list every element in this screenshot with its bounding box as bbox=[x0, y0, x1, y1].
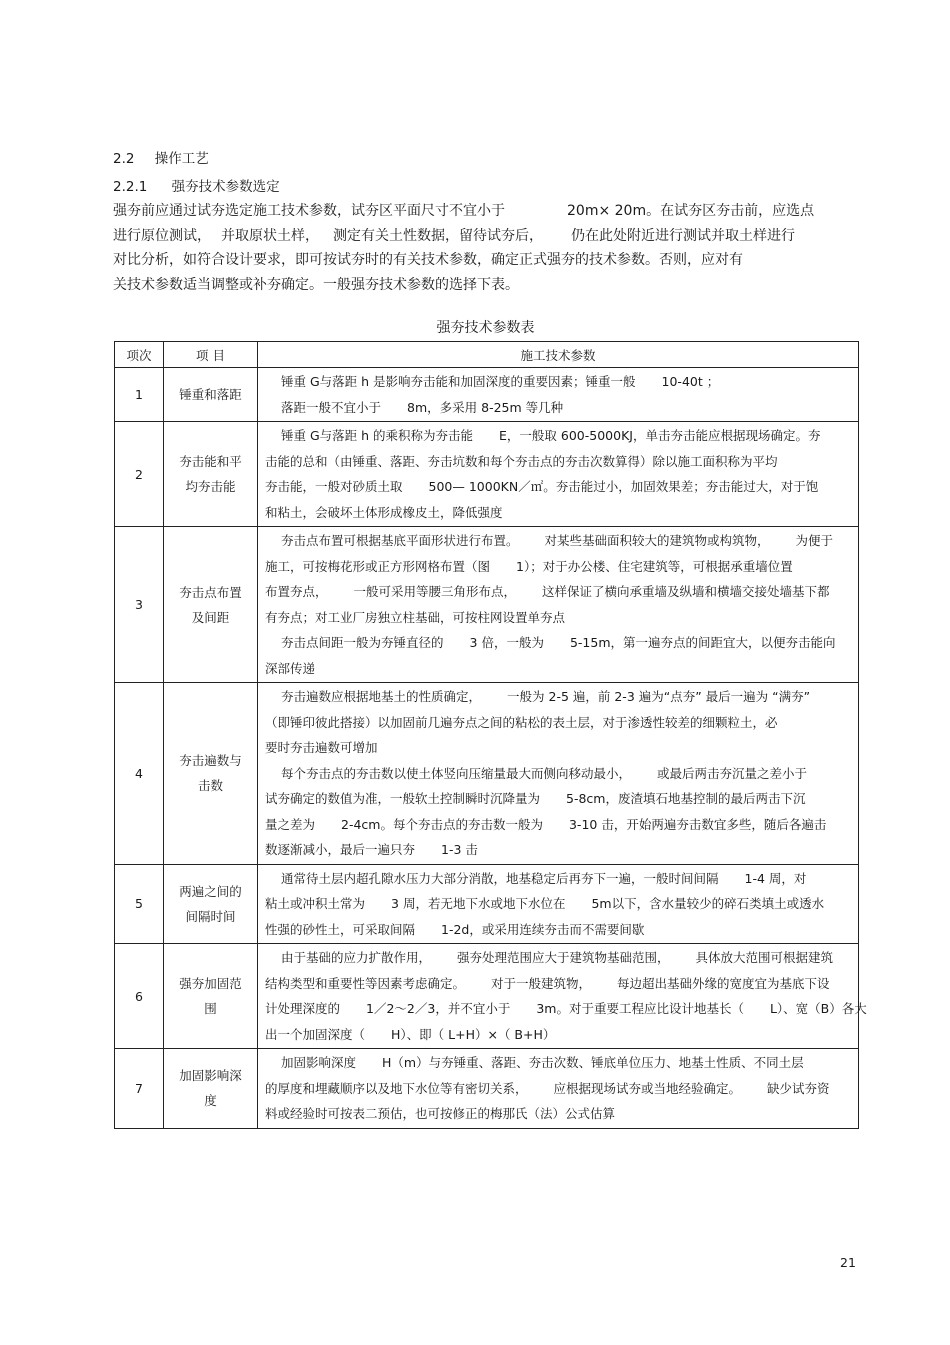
description-line bbox=[265, 1101, 852, 1127]
intro-line: 进行原位测试， 并取原状土样， 测定有关土性数据，留待试夯后， 仍在此处附近进行测试并取土样进行 bbox=[113, 227, 795, 244]
subsection-title: 强夯技术参数选定 bbox=[171, 179, 280, 195]
row-item-line: 夯击点布置 bbox=[179, 584, 242, 600]
row-index: 5 bbox=[115, 864, 164, 944]
parameter-table bbox=[114, 341, 867, 1129]
description-fragment: 3m。对于重要工程应比设计地基长（ bbox=[536, 1001, 744, 1016]
description-fragment: 落距一般不宜小于 bbox=[281, 399, 382, 415]
description-fragment: （即锤印彼此搭接）以加固前几遍夯点之间的粘松的表土层，对于渗透性较差的细颗粒土，必 bbox=[265, 714, 778, 730]
description-fragment: 结构类型和重要性等因素考虑确定。 bbox=[265, 975, 466, 991]
description-fragment: 具体放大范围可根据建筑 bbox=[695, 950, 834, 965]
row-index: 7 bbox=[115, 1049, 164, 1129]
row-item-line: 击数 bbox=[197, 778, 223, 794]
description-line bbox=[265, 812, 852, 838]
row-item bbox=[164, 422, 258, 527]
row-item-line: 两遍之间的 bbox=[179, 883, 242, 899]
row-item-line: 间隔时间 bbox=[185, 908, 236, 924]
description-fragment: 1-4 周，对 bbox=[744, 870, 807, 886]
description-fragment: 夯击点间距一般为夯锤直径的 bbox=[281, 635, 444, 650]
row-item-line: 围 bbox=[204, 1001, 217, 1016]
description-line bbox=[265, 554, 852, 580]
row-item-line: 夯击能和平 bbox=[179, 454, 242, 469]
description-line bbox=[265, 761, 852, 787]
description-line bbox=[265, 449, 852, 475]
description-fragment: 1-3 击 bbox=[441, 842, 478, 857]
table-caption: 强夯技术参数表 bbox=[436, 320, 535, 336]
description-fragment: 500— 1000KN／㎡。夯击能过小，加固效果差；夯击能过大，对于饱 bbox=[428, 479, 819, 494]
intro-paragraph bbox=[113, 199, 843, 297]
row-description bbox=[258, 864, 859, 944]
description-fragment: 布置夯点， bbox=[265, 584, 328, 599]
description-line bbox=[265, 1050, 852, 1076]
description-fragment: 料或经验时可按表二预估，也可按修正的梅那氏（法）公式估算 bbox=[265, 1106, 616, 1121]
row-description bbox=[258, 1049, 859, 1129]
table-row bbox=[115, 368, 859, 422]
table-row bbox=[115, 683, 859, 865]
description-fragment: 5-8cm，废渣填石地基控制的最后两击下沉 bbox=[566, 791, 806, 806]
row-description bbox=[258, 683, 859, 865]
description-fragment: 2-4cm。每个夯击点的夯击数一般为 bbox=[341, 816, 543, 832]
page-number: 21 bbox=[840, 1255, 856, 1270]
intro-line: 强夯前应通过试夯选定施工技术参数，试夯区平面尺寸不宜小于 20m× 20m。在试夯区夯击前，应选点 bbox=[113, 203, 815, 219]
description-fragment: 数逐渐减小，最后一遍只夯 bbox=[265, 842, 416, 857]
intro-line: 关技术参数适当调整或补夯确定。一般强夯技术参数的选择下表。 bbox=[113, 276, 519, 293]
table-header-row bbox=[115, 342, 859, 368]
description-fragment: 由于基础的应力扩散作用， bbox=[281, 950, 432, 965]
description-fragment: 出一个加固深度（ bbox=[265, 1026, 366, 1042]
row-item-line: 锤重和落距 bbox=[179, 387, 242, 402]
description-fragment: 1／2～2／3，并不宜小于 bbox=[366, 1001, 511, 1016]
table-row bbox=[115, 1049, 859, 1129]
description-fragment: 和粘土，会破坏土体形成橡皮土，降低强度 bbox=[265, 504, 503, 520]
description-fragment: 的厚度和埋藏顺序以及地下水位等有密切关系， bbox=[265, 1080, 528, 1096]
description-line bbox=[265, 656, 852, 682]
row-description bbox=[258, 368, 859, 422]
description-fragment: H）、即（ L+H）×（ B+H） bbox=[391, 1026, 556, 1042]
section-title: 操作工艺 bbox=[154, 151, 209, 167]
description-fragment: 或最后两击夯沉量之差小于 bbox=[657, 765, 808, 781]
header-parameters: 施工技术参数 bbox=[258, 342, 859, 368]
description-fragment: 对于一般建筑物， bbox=[491, 975, 592, 991]
description-fragment: 有夯点；对工业厂房独立柱基础，可按柱网设置单夯点 bbox=[265, 609, 566, 625]
row-description bbox=[258, 527, 859, 683]
description-fragment: 通常待土层内超孔隙水压力大部分消散，地基稳定后再夯下一遍，一般时间间隔 bbox=[281, 870, 719, 886]
description-fragment: H（m）与夯锤重、落距、夯击次数、锤底单位压力、地基土性质、不同土层 bbox=[382, 1055, 804, 1070]
description-fragment: 加固影响深度 bbox=[281, 1055, 357, 1070]
description-fragment: 一般可采用等腰三角形布点， bbox=[353, 584, 517, 599]
description-fragment: 3 周，若无地下水或地下水位在 bbox=[391, 896, 566, 911]
description-line bbox=[265, 369, 852, 395]
description-line bbox=[265, 474, 852, 500]
description-line bbox=[265, 891, 852, 917]
description-fragment: 强夯处理范围应大于建筑物基础范围， bbox=[457, 950, 670, 965]
row-description bbox=[258, 422, 859, 527]
description-line bbox=[265, 735, 852, 761]
description-fragment: 8m，多采用 8-25m 等几种 bbox=[407, 399, 564, 415]
description-line bbox=[265, 945, 852, 971]
description-fragment: 试夯确定的数值为准，一般软土控制瞬时沉降量为 bbox=[265, 791, 541, 806]
description-fragment: 1-2d，或采用连续夯击而不需要间歇 bbox=[441, 921, 645, 937]
section-heading bbox=[113, 147, 209, 167]
description-fragment: 应根据现场试夯或当地经验确定。 bbox=[553, 1080, 742, 1096]
description-line bbox=[265, 710, 852, 736]
description-fragment: 这样保证了横向承重墙及纵墙和横墙交接处墙基下都 bbox=[542, 584, 830, 599]
row-index: 2 bbox=[115, 422, 164, 527]
row-item bbox=[164, 944, 258, 1049]
description-fragment: 一般为 2-5 遍，前 2-3 遍为“点夯” 最后一遍为 “满夯” bbox=[507, 689, 811, 704]
description-fragment: 施工，可按梅花形或正方形网格布置（图 bbox=[265, 558, 491, 574]
subsection-heading bbox=[113, 175, 280, 195]
description-fragment: 夯击遍数应根据地基土的性质确定， bbox=[281, 689, 482, 704]
description-fragment: 要时夯击遍数可增加 bbox=[265, 740, 378, 755]
description-line bbox=[265, 528, 852, 554]
row-item-line: 强夯加固范 bbox=[179, 976, 242, 991]
table-row bbox=[115, 944, 859, 1049]
description-fragment: 夯击能，一般对砂质土取 bbox=[265, 479, 403, 494]
table-row bbox=[115, 864, 859, 944]
subsection-number: 2.2.1 bbox=[113, 179, 148, 195]
row-index: 4 bbox=[115, 683, 164, 865]
description-fragment: 为便于 bbox=[795, 533, 834, 548]
row-item bbox=[164, 527, 258, 683]
description-fragment: 3-10 击，开始两遍夯击数宜多些，随后各遍击 bbox=[568, 816, 827, 832]
description-fragment: 锤重 G与落距 h 的乘积称为夯击能 bbox=[281, 428, 474, 443]
row-item bbox=[164, 864, 258, 944]
table-row bbox=[115, 422, 859, 527]
row-item-line: 均夯击能 bbox=[185, 479, 236, 494]
description-line bbox=[265, 786, 852, 812]
description-fragment: 每个夯击点的夯击数以使土体竖向压缩量最大而侧向移动最小， bbox=[281, 765, 632, 781]
description-fragment: 每边超出基础外缘的宽度宜为基底下设 bbox=[617, 975, 830, 991]
description-line bbox=[265, 630, 852, 656]
description-fragment: 1）；对于办公楼、住宅建筑等，可根据承重墙位置 bbox=[516, 558, 793, 574]
row-item bbox=[164, 683, 258, 865]
header-index: 项次 bbox=[115, 342, 164, 368]
description-line bbox=[265, 1022, 852, 1048]
description-fragment: 量之差为 bbox=[265, 816, 316, 832]
row-item-line: 及间距 bbox=[191, 609, 230, 625]
description-line bbox=[265, 917, 852, 943]
row-description bbox=[258, 944, 867, 1049]
description-fragment: 计处理深度的 bbox=[265, 1001, 341, 1016]
description-line bbox=[265, 1076, 852, 1102]
row-index: 6 bbox=[115, 944, 164, 1049]
description-fragment: 粘土或冲积土常为 bbox=[265, 896, 366, 911]
row-item-line: 加固影响深 bbox=[179, 1068, 242, 1084]
row-item bbox=[164, 368, 258, 422]
description-fragment: 3 倍，一般为 bbox=[469, 635, 544, 650]
description-fragment: 深部传递 bbox=[265, 660, 316, 676]
description-line bbox=[265, 684, 852, 710]
row-item-line: 度 bbox=[204, 1093, 217, 1109]
description-fragment: L）、宽（B）各大 bbox=[769, 1001, 867, 1016]
table-row bbox=[115, 527, 859, 683]
description-fragment: 锤重 G与落距 h 是影响夯击能和加固深度的重要因素；锤重一般 bbox=[281, 374, 636, 389]
row-index: 3 bbox=[115, 527, 164, 683]
description-fragment: 击能的总和（由锤重、落距、夯击坑数和每个夯击点的夯击次数算得）除以施工面积称为平均 bbox=[265, 453, 778, 469]
section-number: 2.2 bbox=[113, 151, 135, 167]
description-line bbox=[265, 837, 852, 863]
description-fragment: 5-15m，第一遍夯点的间距宜大，以便夯击能向 bbox=[569, 635, 836, 650]
description-fragment: 10-40t ； bbox=[661, 374, 720, 389]
description-fragment: 性强的砂性土，可采取间隔 bbox=[265, 921, 416, 937]
description-line bbox=[265, 996, 867, 1022]
description-line bbox=[265, 395, 852, 421]
header-item: 项 目 bbox=[164, 342, 258, 368]
intro-line: 对比分析，如符合设计要求，即可按试夯时的有关技术参数，确定正式强夯的技术参数。否则，应对有 bbox=[113, 252, 743, 268]
description-line bbox=[265, 579, 852, 605]
row-item-line: 夯击遍数与 bbox=[179, 753, 242, 769]
description-line bbox=[265, 866, 852, 892]
description-fragment: E，一般取 600-5000KJ，单击夯击能应根据现场确定。夯 bbox=[499, 428, 821, 443]
description-line bbox=[265, 500, 852, 526]
description-fragment: 夯击点布置可根据基底平面形状进行布置。 bbox=[281, 533, 519, 548]
description-line bbox=[265, 605, 852, 631]
row-index: 1 bbox=[115, 368, 164, 422]
description-line bbox=[265, 423, 852, 449]
description-line bbox=[265, 971, 852, 997]
description-fragment: 5m以下，含水量较少的碎石类填土或透水 bbox=[591, 896, 825, 911]
description-fragment: 对某些基础面积较大的建筑物或构筑物， bbox=[544, 533, 770, 548]
row-item bbox=[164, 1049, 258, 1129]
description-fragment: 缺少试夯资 bbox=[767, 1080, 830, 1096]
